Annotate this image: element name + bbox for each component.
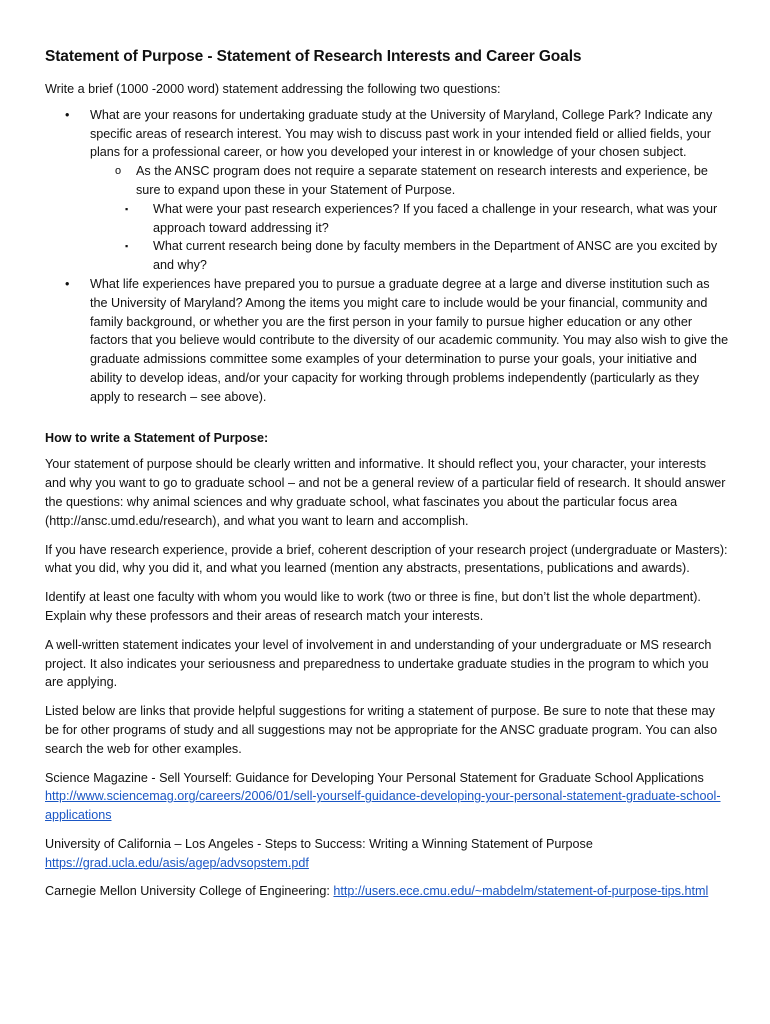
reference-link[interactable]: http://www.sciencemag.org/careers/2006/01/sell-yourself-guidance-developing-your-personal-statement-graduate-school-applications [45, 789, 721, 823]
section-heading: How to write a Statement of Purpose: [45, 430, 269, 445]
list-item [45, 106, 729, 162]
list-item-text: What are your reasons for undertaking graduate study at the University of Maryland, College Park? Indicate any specific areas of research interest. You may wish to discuss past work in your intended field or allied fields, your plans for a professional career, or how you developed your interest in or knowledge of your chosen subject. [90, 107, 713, 160]
reference-science-magazine [45, 769, 729, 825]
square-marker: ▪ [125, 241, 129, 252]
document-page [45, 48, 729, 911]
paragraph: Identify at least one faculty with whom you would like to work (two or three is fine, but don’t list the whole department). Explain why these professors and their areas of research match your interests. [45, 590, 701, 623]
list-item [45, 275, 729, 407]
paragraph: A well-written statement indicates your level of involvement in and understanding of your undergraduate or MS research project. It also indicates your seriousness and preparedness to undertake graduate studies in the program to which you are applying. [45, 637, 712, 690]
intro-text: Write a brief (1000 -2000 word) statement addressing the following two questions: [45, 82, 501, 96]
list-item-text: What life experiences have prepared you to pursue a graduate degree at a large and diverse institution such as the University of Maryland? Among the items you might care to include would be your financial, community and family background, or whether you are the first person in your family to pursue higher education or any other factors that you believe would contribute to the diversity of our academic community. You may also wish to give the graduate admissions committee some examples of your determination to purse your goals, your initiative and ability to develop ideas, and/or your capacity for working through problems independently (particularly as they apply to research – see above). [90, 276, 729, 404]
circle-marker: o [115, 165, 122, 178]
reference-link[interactable]: https://grad.ucla.edu/asis/agep/advsopstem.pdf [45, 855, 309, 870]
list-item-text: What were your past research experiences? If you faced a challenge in your research, what was your approach toward addressing it? [153, 201, 718, 235]
reference-link[interactable]: http://users.ece.cmu.edu/~mabdelm/statement-of-purpose-tips.html [333, 884, 709, 899]
reference-cmu [45, 882, 729, 901]
paragraph: Your statement of purpose should be clearly written and informative. It should reflect you, your character, your interests and why you want to go to graduate school – and not be a general review of a particular field of research. It should answer the questions: why animal sciences and why graduate school, what fascinates you about the particular focus area (http://ansc.umd.edu/research), and what you want to learn and accomplish. [45, 457, 726, 528]
list-item [45, 200, 729, 238]
bullet-marker: • [65, 276, 70, 291]
list-item [45, 237, 729, 275]
list-item-text: What current research being done by faculty members in the Department of ANSC are you excited by and why? [153, 239, 718, 273]
bullet-marker: • [65, 107, 70, 122]
reference-ucla [45, 835, 729, 873]
reference-text: Carnegie Mellon University College of Engineering: [45, 884, 334, 899]
list-item-text: As the ANSC program does not require a separate statement on research interests and experience, be sure to expand upon these in your Statement of Purpose. [136, 164, 708, 197]
square-marker: ▪ [125, 203, 129, 214]
paragraph: Listed below are links that provide helpful suggestions for writing a statement of purpose. Be sure to note that these may be for other programs of study and all suggestions may not be appropriate for the ANSC graduate program. You can also search the web for other examples. [45, 704, 718, 756]
list-item [45, 162, 729, 200]
question-list [45, 106, 729, 407]
paragraph: If you have research experience, provide a brief, coherent description of your research project (undergraduate or Masters): what you did, why you did it, and what you learned (mention any abstracts, presentations, publications and awards). [45, 542, 728, 576]
page-title: Statement of Purpose - Statement of Research Interests and Career Goals [45, 48, 582, 65]
reference-text: Science Magazine - Sell Yourself: Guidance for Developing Your Personal Statement for Graduate School Applications [45, 770, 704, 785]
reference-text: University of California – Los Angeles - Steps to Success: Writing a Winning Statement of Purpose [45, 836, 593, 851]
